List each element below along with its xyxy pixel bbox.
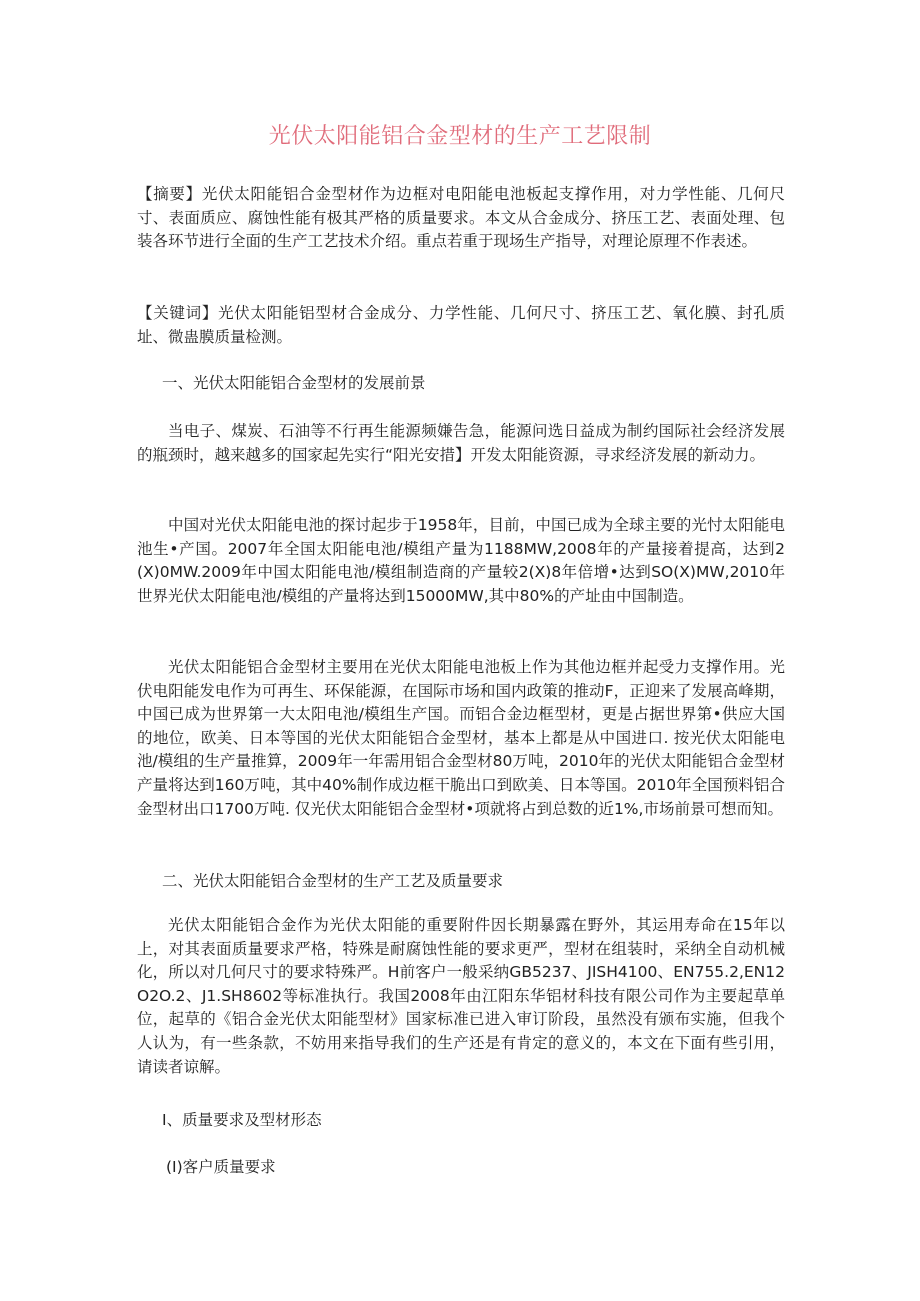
- subheading-customer-requirements: (I)客户质量要求: [166, 1158, 276, 1176]
- section-1-heading: 一、光伏太阳能铝合金型材的发展前景: [162, 374, 426, 392]
- section-2-heading: 二、光伏太阳能铝合金型材的生产工艺及质量要求: [162, 872, 504, 890]
- subheading-quality-requirements: I、质量要求及型材形态: [162, 1111, 322, 1129]
- section-1-paragraph-3: 光伏太阳能铝合金型材主要用在光伏太阳能电池板上作为其他边框并起受力支撑作用。光伏电阳能发电作为可再生、环保能源，在国际市场和国内政策的推动F，正迎来了发展高峰期，中国已成为世界第一大太阳电池/模组生产国。而铝合金边框型材，更是占据世界第•供应大国的地位，欧美、日本等国的光伏太阳能铝合金型材，基本上都是从中国进口. 按光伏太阳能电池/模组的生产量推算，2009年一年需用铝合金型材80万吨，2010年的光伏太阳能铝合金型材产量将达到160万吨，其中40%制作成边框干脆出口到欧美、日本等国。2010年全国预料铝合金型材出口1700万吨. 仅光伏太阳能铝合金型材•项就将占到总数的近1%,市场前景可想而知。: [137, 658, 785, 818]
- section-1-paragraph-2: 中国对光伏太阳能电池的探讨起步于1958年，目前，中国已成为全球主要的光忖太阳能电池生•产国。2007年全国太阳能电池/模组产量为1188MW,2008年的产量接着提高，达到2(X)0MW.2009年中国太阳能电池/模组制造商的产量较2(X)8年倍增•达到SO(X)MW,2010年世界光伏太阳能电池/模组的产量将达到15000MW,其中80%的产址由中国制造。: [137, 516, 785, 605]
- document-title: 光伏太阳能铝合金型材的生产工艺限制: [268, 124, 652, 149]
- section-2-paragraph-1: 光伏太阳能铝合金作为光伏太阳能的重要附件因长期暴露在野外，其运用寿命在15年以上，对其表面质量要求严格，特殊是耐腐蚀性能的要求更严，型材在组装时，采纳全自动机械化，所以对几何尺寸的要求特殊严。H前客户一般采纳GB5237、JISH4100、EN755.2,EN12O2O.2、J1.SH8602等标准执行。我国2008年由江阳东华铝材科技有限公司作为主要起草单位，起草的《铝合金光伏太阳能型材》国家标准已进入审订阶段，虽然没有颁布实施，但我个人认为，有一些条款，不妨用来指导我们的生产还是有肯定的意义的，本文在下面有些引用，请读者谅解。: [137, 916, 785, 1076]
- keywords-paragraph: 【关键词】光伏太阳能铝型材合金成分、力学性能、几何尺寸、挤压工艺、氧化膜、封孔质址、微蛊膜质量检测。: [137, 304, 785, 346]
- abstract-paragraph: 【摘要】光伏太阳能铝合金型材作为边框对电阳能电池板起支撑作用，对力学性能、几何尺寸、表面质应、腐蚀性能有极其严格的质量要求。本文从合金成分、挤压工艺、表面处理、包装各环节进行全面的生产工艺技术介绍。重点若重于现场生产指导，对理论原理不作表述。: [137, 185, 785, 251]
- section-1-paragraph-1: 当电子、煤炭、石油等不行再生能源频嫌告急，能源问选日益成为制约国际社会经济发展的瓶颈时，越来越多的国家起先实行“阳光安措】开发太阳能资源，寻求经济发展的新动力。: [137, 422, 785, 464]
